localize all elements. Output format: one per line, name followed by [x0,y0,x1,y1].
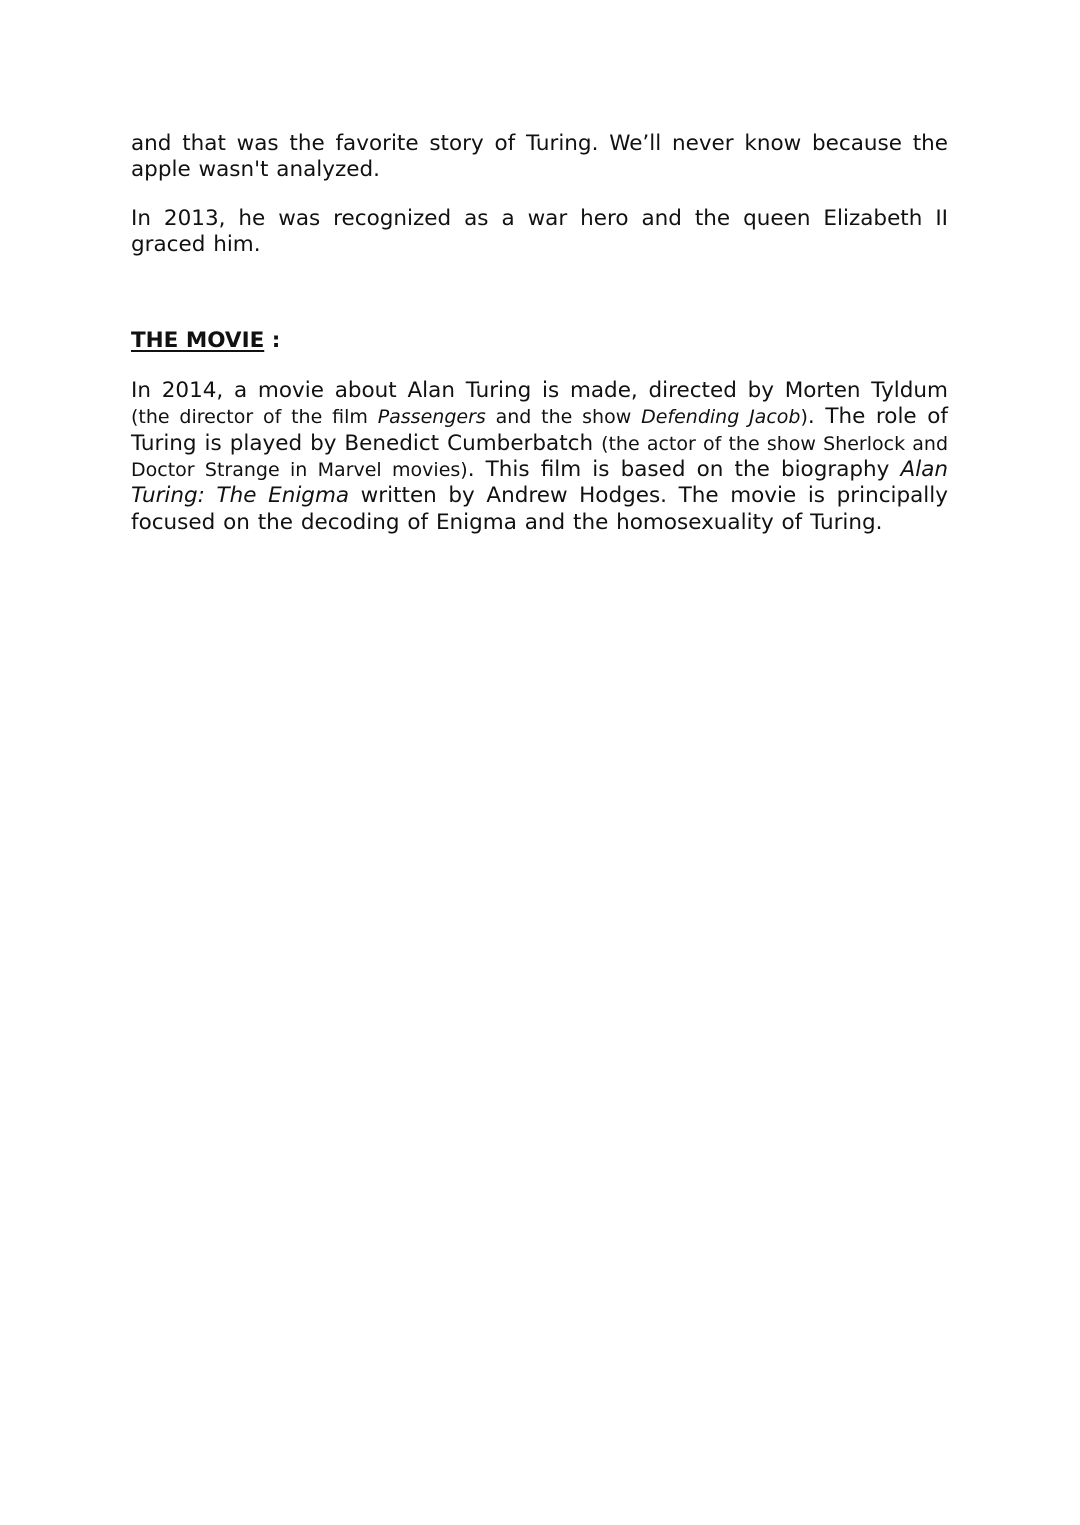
movie-text-1: In 2014, a movie about Alan Turing is made, directed by Morten Tyldum [131,378,948,404]
heading-text: THE MOVIE [131,328,265,354]
paragraph-war-hero: In 2013, he was recognized as a war hero and the queen Elizabeth II graced him. [131,205,948,257]
film-title-passengers: Passengers [377,406,486,429]
book-title-enigma: Alan Turing: The Enigma [131,457,948,509]
paragraph-movie [131,378,948,536]
section-heading-movie [131,328,948,354]
movie-text-4: and the show [485,406,642,429]
document-page [131,128,948,536]
movie-text-9: . This film is based on the biography [467,457,901,483]
movie-text-2: (the director of the film [131,406,378,429]
show-title-defending-jacob: Defending Jacob [641,406,801,429]
heading-colon: : [264,328,281,354]
movie-text-8: (the actor of the show Sherlock and Doctor Strange in Marvel movies) [131,432,948,482]
movie-text-11: written by Andrew Hodges. The movie is principally focused on the decoding of Enigma and the homosexuality of Turing. [131,483,948,535]
movie-text-6: ) [800,406,808,429]
paragraph-turing-apple: and that was the favorite story of Turing. We’ll never know because the apple wasn't analyzed. [131,131,948,183]
movie-text-7: . The role of Turing is played by Benedict Cumberbatch [131,404,948,456]
